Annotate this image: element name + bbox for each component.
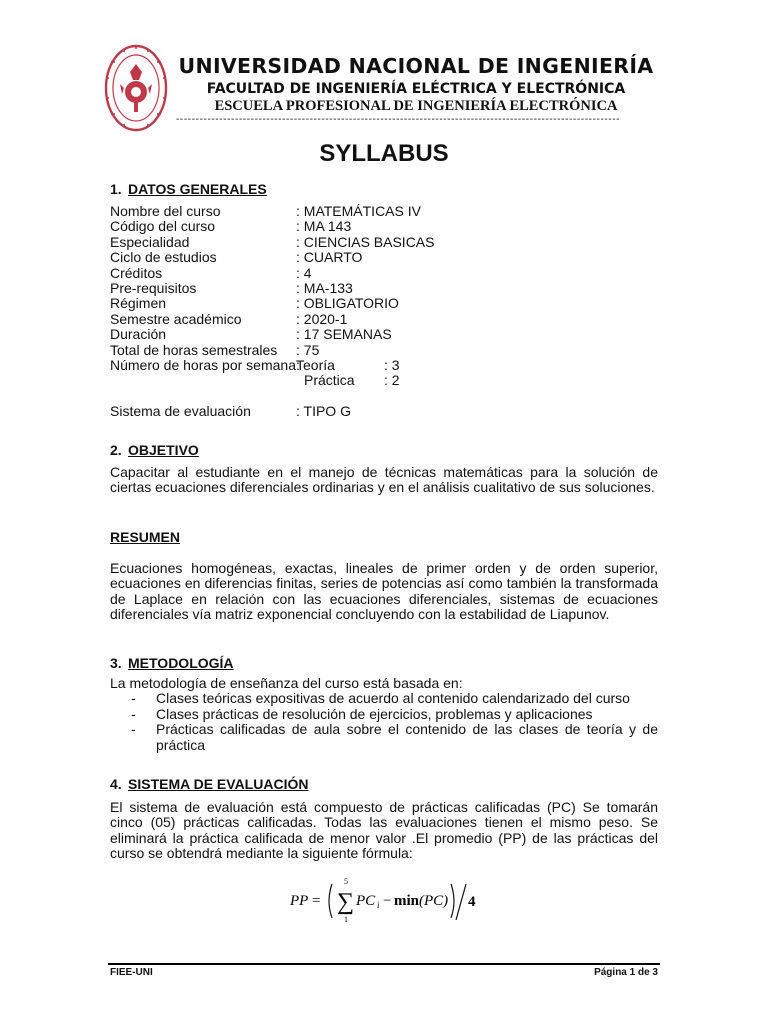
field-value: : CUARTO [296, 249, 363, 266]
field-value: : OBLIGATORIO [296, 295, 399, 312]
section-number: 4. [110, 776, 122, 792]
university-logo [104, 44, 168, 132]
sum-lower-limit: 1 [344, 915, 348, 924]
section-title: DATOS GENERALES [128, 181, 267, 197]
bullet: - [131, 690, 136, 707]
field-label: Especialidad [110, 233, 190, 250]
hours-theory-value: : 3 [384, 356, 400, 373]
formula-min: min [394, 893, 420, 909]
section-title: OBJETIVO [128, 442, 199, 458]
bullet: - [131, 721, 136, 738]
list-item [110, 722, 658, 753]
field-label: Régimen [110, 295, 167, 312]
formula-term: PC [356, 893, 376, 909]
hours-theory-label: Teoría [296, 356, 335, 373]
field-value: : TIPO G [296, 403, 351, 420]
field-label: Créditos [110, 264, 163, 281]
list-item [110, 707, 658, 722]
formula-divisor: 4 [468, 894, 476, 910]
section-heading-objective [110, 442, 199, 458]
page-number: Página 1 de 3 [594, 967, 658, 978]
field-label: Ciclo de estudios [110, 249, 217, 266]
list-item-text: Prácticas calificadas de aula sobre el contenido de las clases de teoría y de práctica [156, 721, 658, 753]
section-number: 2. [110, 442, 122, 458]
formula-lhs: PP [290, 893, 309, 909]
school-name: ESCUELA PROFESIONAL DE INGENIERÍA ELECTRÓNICA [214, 98, 618, 114]
list-item-text: Clases prácticas de resolución de ejercicios, problemas y aplicaciones [156, 705, 593, 722]
field-label: Pre-requisitos [110, 279, 197, 296]
footer-rule [108, 963, 660, 965]
section-title: METODOLOGÍA [128, 655, 234, 671]
formula-subscript: i [377, 900, 380, 910]
field-value: : MATEMÁTICAS IV [296, 203, 421, 219]
field-value: : MA-133 [296, 279, 353, 296]
field-label: Duración [110, 326, 167, 343]
section-heading-general [110, 181, 267, 197]
formula-min-arg: (PC) [419, 893, 449, 909]
section-title: RESUMEN [110, 529, 181, 545]
sum-upper-limit: 5 [344, 878, 348, 886]
hours-practice-label: Práctica [304, 372, 355, 389]
objective-text: Capacitar al estudiante en el manejo de técnicas matemáticas para la solución de ciertas ecuaciones diferenciales ordinarias y en el análisis cualitativo de sus soluciones. [110, 464, 658, 496]
hours-practice-value: : 2 [384, 372, 400, 389]
field-value: : CIENCIAS BASICAS [296, 233, 435, 250]
formula-equals: = [312, 893, 321, 909]
average-formula [288, 878, 478, 924]
sum-symbol: ∑ [337, 889, 355, 915]
field-label: Total de horas semestrales [110, 341, 278, 358]
section-heading-methodology [110, 655, 234, 671]
methodology-intro: La metodología de enseñanza del curso está basada en: [110, 675, 463, 691]
summary-text: Ecuaciones homogéneas, exactas, lineales de primer orden y de orden superior, ecuaciones en diferencias finitas, series de potencias así como también la transformada de Laplace en relación con las ecuaciones diferenciales, sistemas de ecuaciones diferenciales vía matriz exponencial concluyendo con la estabilidad de Liapunov. [110, 560, 658, 623]
list-item [110, 691, 658, 706]
section-number: 3. [110, 655, 122, 671]
field-label: Nombre del curso [110, 203, 221, 219]
field-label: Sistema de evaluación [110, 403, 251, 420]
field-value: : MA 143 [296, 218, 352, 235]
section-heading-evaluation [110, 776, 308, 792]
field-value: : 4 [296, 264, 312, 281]
field-value: : 17 SEMANAS [296, 326, 392, 343]
methodology-list [110, 676, 658, 753]
field-label: Número de horas por semana: [110, 356, 300, 373]
field-value: : 2020-1 [296, 310, 348, 327]
section-heading-summary [110, 529, 180, 545]
section-number: 1. [110, 181, 122, 197]
page-title: SYLLABUS [319, 140, 449, 167]
evaluation-text: El sistema de evaluación está compuesto de prácticas calificadas (PC) Se tomarán cinco (05) prácticas calificadas. Todas las evaluaciones tienen el mismo peso. Se eliminará la práctica calificada de menor valor .El promedio (PP) de las prácticas del curso se obtendrá mediante la siguiente fórmula: [110, 799, 658, 862]
field-value: : 75 [296, 341, 320, 358]
section-title: SISTEMA DE EVALUACIÓN [128, 776, 309, 792]
field-label: Código del curso [110, 218, 216, 235]
university-name: UNIVERSIDAD NACIONAL DE INGENIERÍA [178, 54, 654, 78]
bullet: - [131, 705, 136, 722]
field-label: Semestre académico [110, 310, 242, 327]
faculty-name: FACULTAD DE INGENIERÍA ELÉCTRICA Y ELECTRÓNICA [206, 81, 626, 97]
list-item-text: Clases teóricas expositivas de acuerdo al contenido calendarizado del curso [156, 690, 630, 707]
formula-minus: − [383, 893, 392, 909]
footer-left: FIEE-UNI [110, 967, 153, 978]
header-separator: ----------------------------------------------------------------------------------------------------------------- [176, 114, 621, 125]
